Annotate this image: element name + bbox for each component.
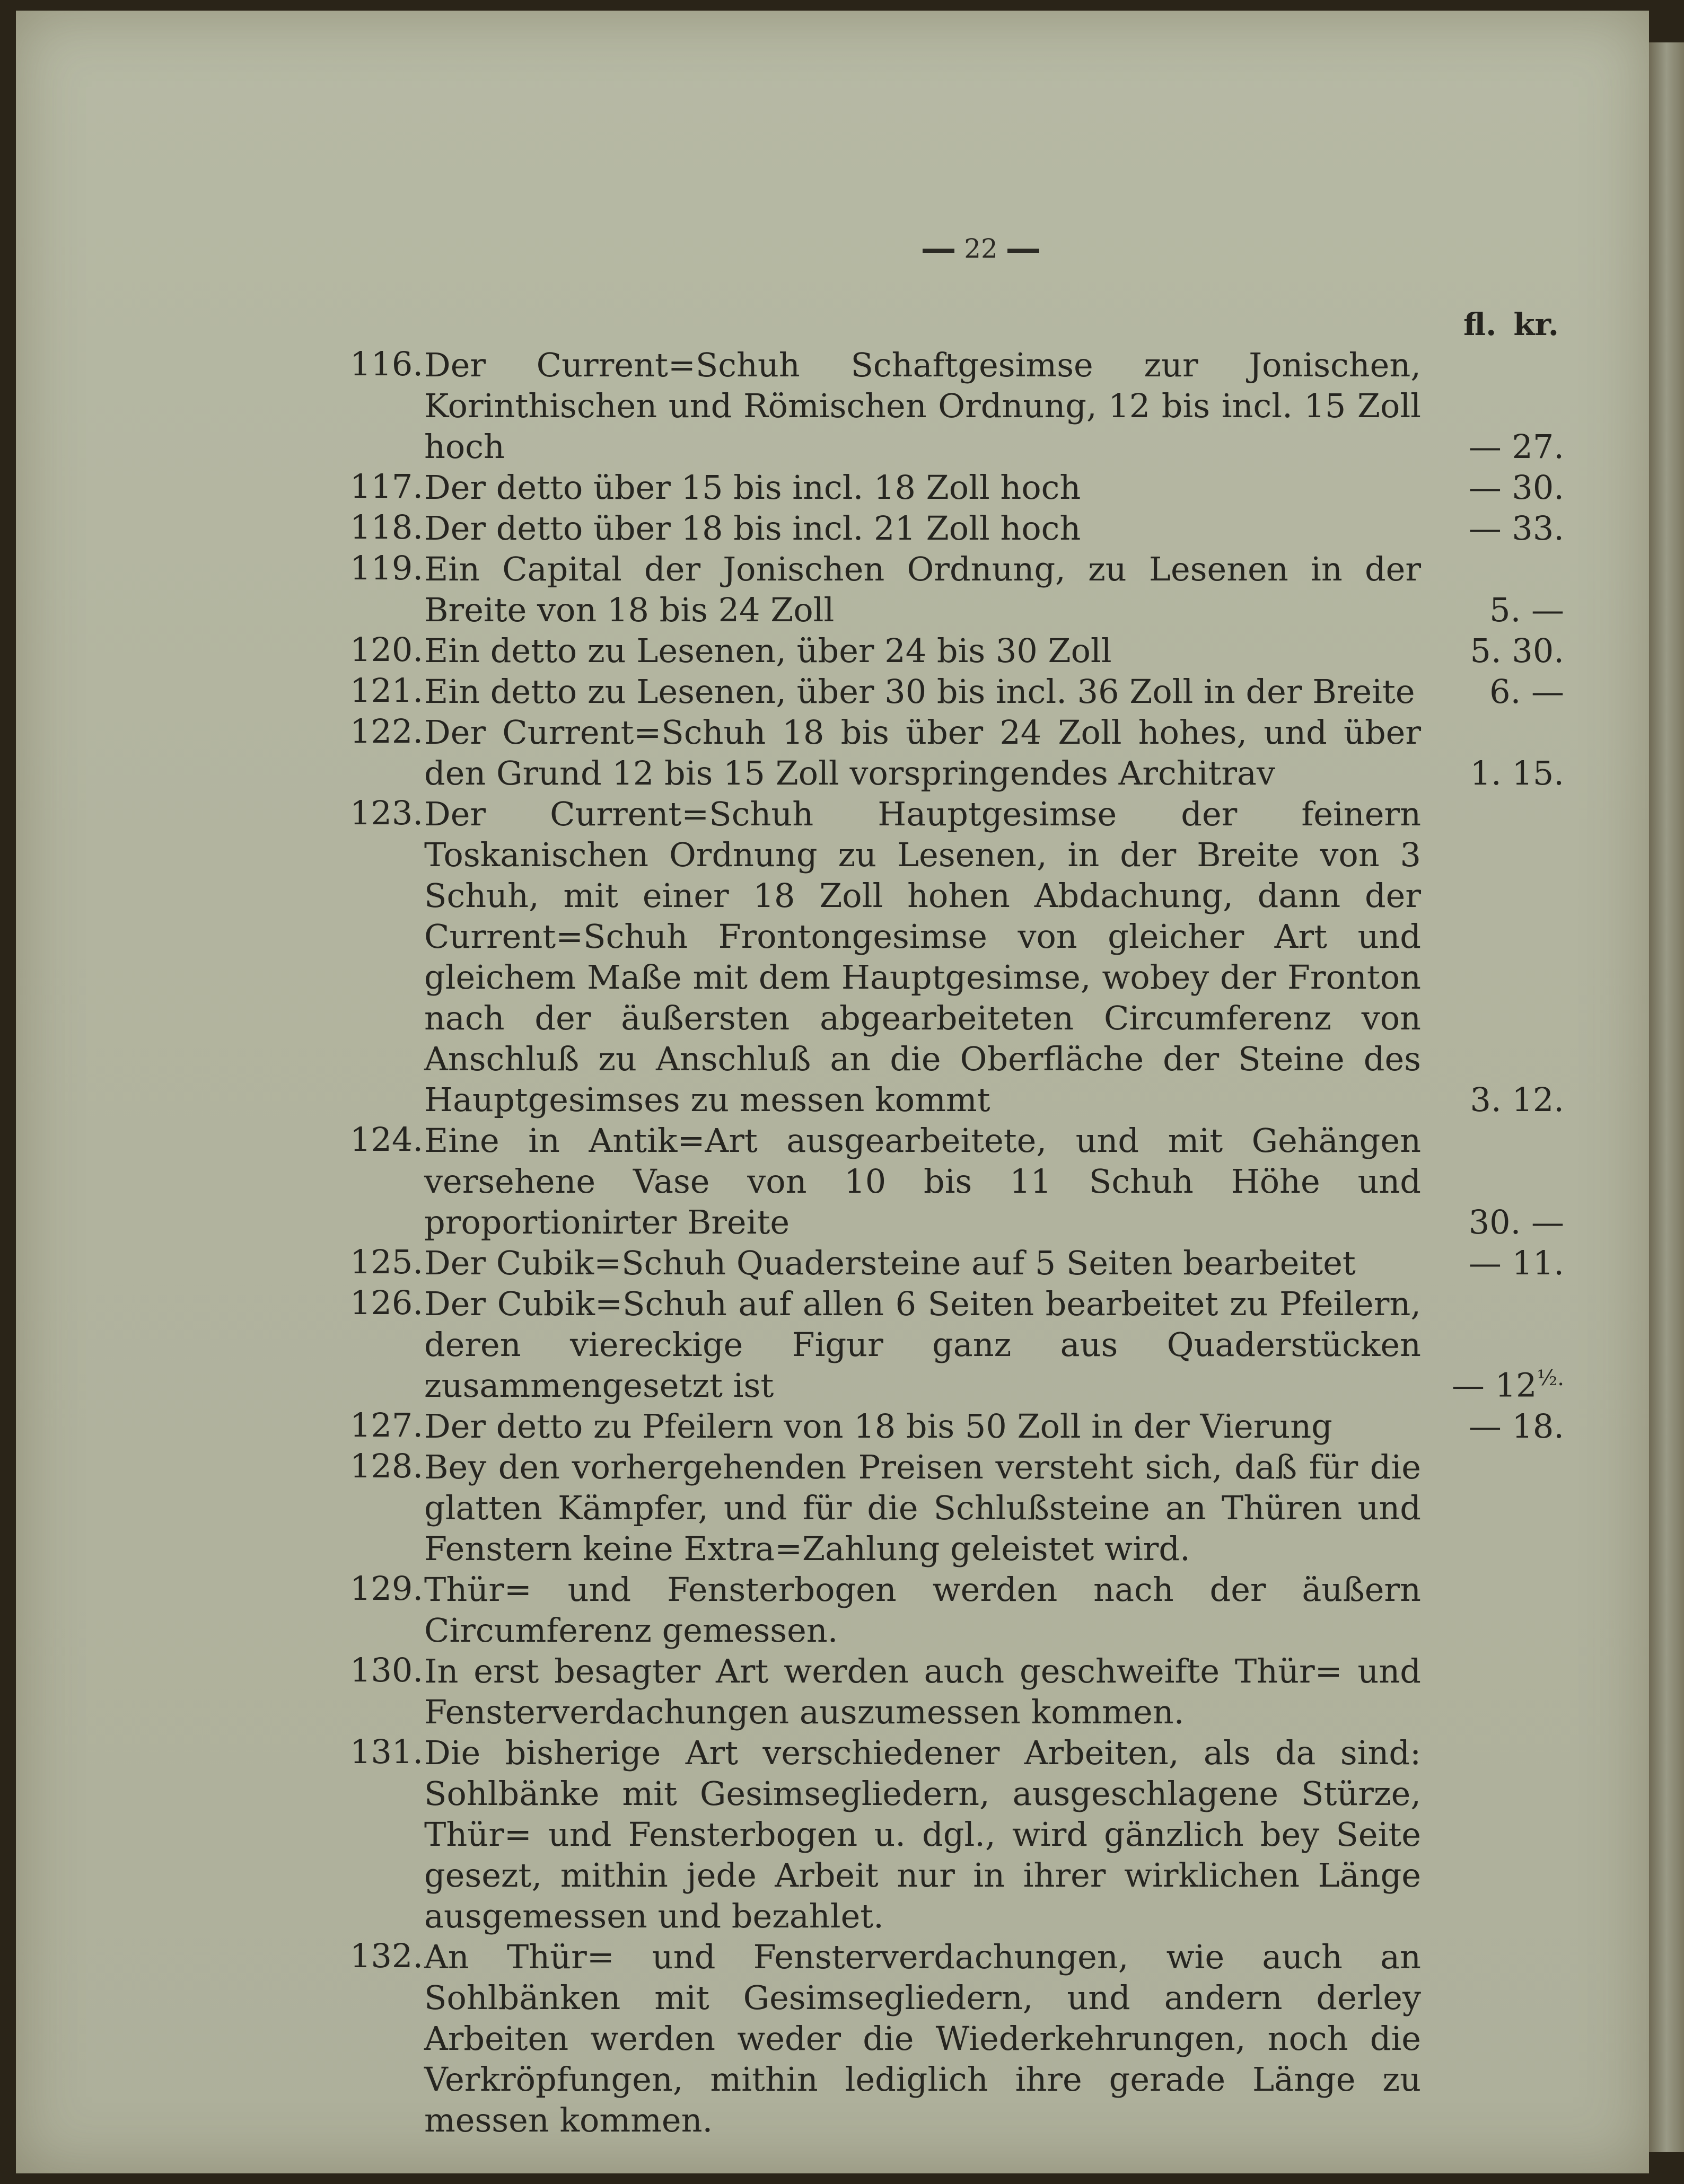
list-item xyxy=(350,1243,1564,1283)
list-item xyxy=(350,1569,1564,1651)
entry-text: Der detto zu Pfeilern von 18 bis 50 Zoll in der Vierung xyxy=(424,1407,1332,1446)
list-item xyxy=(350,508,1564,549)
list-item xyxy=(350,345,1564,467)
entry-price: 5. — xyxy=(1489,591,1564,629)
price-list xyxy=(350,345,1564,2141)
list-item xyxy=(350,549,1564,630)
entry-text: Der Cubik=Schuh auf allen 6 Seiten bearbeitet zu Pfeilern, deren viereckige Figur ganz aus Quaderstücken zusammengesetzt ist xyxy=(424,1284,1421,1405)
page-number: 22 xyxy=(901,233,1060,264)
list-item xyxy=(350,1651,1564,1732)
entry-number: 119. xyxy=(350,549,424,587)
list-item xyxy=(350,1732,1564,1936)
entry-text: Der Current=Schuh 18 bis über 24 Zoll hohes, und über den Grund 12 bis 15 Zoll vorspringendes Architrav xyxy=(424,713,1421,792)
entry-price: — 33. xyxy=(1468,509,1564,548)
entry-number: 123. xyxy=(350,794,424,832)
entry-text: Thür= und Fensterbogen werden nach der äußern Circumferenz gemessen. xyxy=(424,1570,1421,1650)
entry-text: Der detto über 15 bis incl. 18 Zoll hoch xyxy=(424,468,1081,507)
entry-price: — 11. xyxy=(1468,1244,1564,1282)
list-item xyxy=(350,1406,1564,1447)
entry-text: Eine in Antik=Art ausgearbeitete, und mit Gehängen versehene Vase von 10 bis 11 Schuh Höhe und proportionirter Breite xyxy=(424,1121,1421,1241)
entry-text: Ein detto zu Lesenen, über 30 bis incl. 36 Zoll in der Breite xyxy=(424,672,1415,711)
entry-number: 122. xyxy=(350,712,424,751)
entry-text: In erst besagter Art werden auch geschweifte Thür= und Fensterverdachungen auszumessen kommen. xyxy=(424,1652,1421,1731)
currency-fl-label: fl. xyxy=(1463,306,1497,342)
entry-number: 117. xyxy=(350,467,424,506)
entry-price: — 30. xyxy=(1468,468,1564,507)
list-item xyxy=(350,671,1564,712)
entry-text: Ein detto zu Lesenen, über 24 bis 30 Zoll xyxy=(424,631,1112,670)
entry-price: 30. — xyxy=(1468,1203,1564,1241)
entry-text: Bey den vorhergehenden Preisen versteht sich, daß für die glatten Kämpfer, und für die Schlußsteine an Thüren und Fenstern keine Extra=Zahlung geleistet wird. xyxy=(424,1448,1421,1568)
entry-number: 125. xyxy=(350,1243,424,1281)
entry-number: 131. xyxy=(350,1732,424,1771)
entry-text: An Thür= und Fensterverdachungen, wie auch an Sohlbänken mit Gesimsegliedern, und andern derley Arbeiten werden weder die Wiederkehrungen, noch die Verkröpfungen, mithin lediglich ihre gerade Länge zu messen kommen. xyxy=(424,1938,1421,2139)
list-item xyxy=(350,1120,1564,1243)
entry-text: Der Current=Schuh Hauptgesimse der feinern Toskanischen Ordnung zu Lesenen, in der Breite von 3 Schuh, mit einer 18 Zoll hohen Abdachung, dann der Current=Schuh Frontongesimse von gleicher Art und gleichem Maße mit dem Hauptgesimse, wobey der Fronton nach der äußersten abgearbeiteten Circumferenz von Anschluß zu Anschluß an die Oberfläche der Steine des Hauptgesimses zu messen kommt xyxy=(424,795,1421,1119)
entry-number: 126. xyxy=(350,1283,424,1322)
entry-price: 1. 15. xyxy=(1470,754,1564,792)
list-item xyxy=(350,1447,1564,1569)
entry-price-value: — 12 xyxy=(1451,1366,1537,1405)
list-item xyxy=(350,630,1564,671)
list-item xyxy=(350,794,1564,1120)
entry-price-fraction: ½. xyxy=(1537,1366,1564,1391)
entry-number: 118. xyxy=(350,508,424,547)
entry-number: 129. xyxy=(350,1569,424,1608)
entry-price: 6. — xyxy=(1489,672,1564,711)
currency-kr-label: kr. xyxy=(1513,306,1559,342)
entry-price: — 27. xyxy=(1468,427,1564,466)
entry-price: 3. 12. xyxy=(1470,1080,1564,1119)
entry-number: 120. xyxy=(350,630,424,669)
currency-header xyxy=(1463,306,1559,342)
entry-price: 5. 30. xyxy=(1470,631,1564,670)
entry-number: 127. xyxy=(350,1406,424,1445)
entry-number: 130. xyxy=(350,1651,424,1689)
entry-number: 121. xyxy=(350,671,424,710)
entry-number: 116. xyxy=(350,345,424,383)
entry-number: 124. xyxy=(350,1120,424,1159)
entry-text: Der Cubik=Schuh Quadersteine auf 5 Seiten bearbeitet xyxy=(424,1244,1356,1282)
entry-price xyxy=(1442,1358,1564,1406)
list-item xyxy=(350,467,1564,508)
list-item xyxy=(350,1283,1564,1406)
entry-text: Ein Capital der Jonischen Ordnung, zu Lesenen in der Breite von 18 bis 24 Zoll xyxy=(424,550,1421,629)
entry-price: — 18. xyxy=(1468,1407,1564,1446)
entry-text: Der detto über 18 bis incl. 21 Zoll hoch xyxy=(424,509,1081,548)
list-item xyxy=(350,1936,1564,2141)
entry-text: Der Current=Schuh Schaftgesimse zur Jonischen, Korinthischen und Römischen Ordnung, 12 bis incl. 15 Zoll hoch xyxy=(424,346,1421,466)
entry-number: 132. xyxy=(350,1936,424,1975)
list-item xyxy=(350,712,1564,794)
entry-number: 128. xyxy=(350,1447,424,1485)
entry-text: Die bisherige Art verschiedener Arbeiten, als da sind: Sohlbänke mit Gesimsegliedern, ausgeschlagene Stürze, Thür= und Fensterbogen u. dgl., wird gänzlich bey Seite gesezt, mithin jede Arbeit nur in ihrer wirklichen Länge ausgemessen und bezahlet. xyxy=(424,1733,1421,1935)
next-page-edge xyxy=(1649,42,1684,2152)
